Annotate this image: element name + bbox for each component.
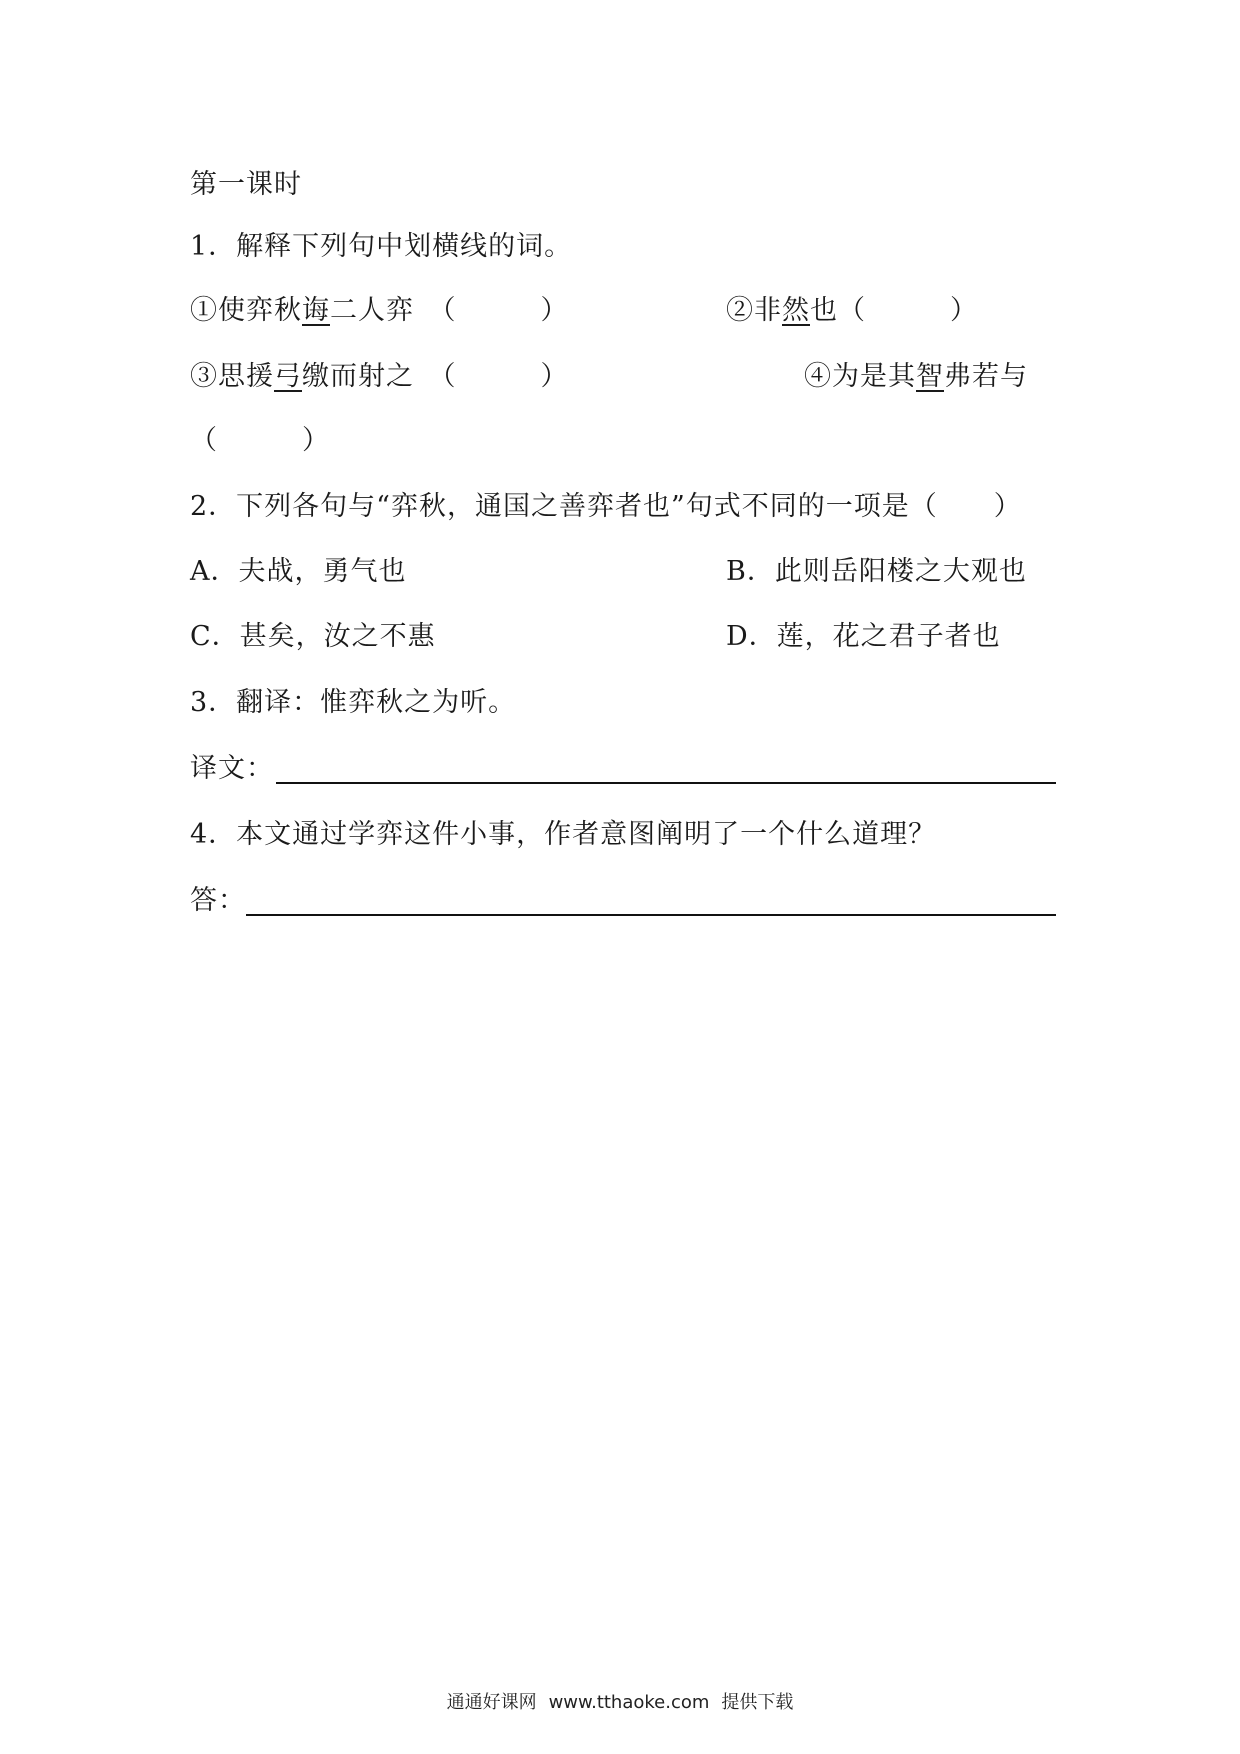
question-2-option-c: C．甚矣，汝之不惠 <box>190 621 436 652</box>
question-4-stem: 4．本文通过学弈这件小事，作者意图阐明了一个什么道理？ <box>190 819 937 850</box>
underlined-word: 然 <box>782 295 810 326</box>
question-3-answer-line[interactable] <box>276 782 1056 784</box>
footer-note: 提供下载 <box>721 1692 794 1713</box>
footer-site-name: 通通好课网 <box>446 1692 537 1713</box>
underlined-word: 智 <box>916 361 944 392</box>
question-1-stem: 1．解释下列句中划横线的词。 <box>190 231 573 262</box>
question-2-stem: 2．下列各句与“弈秋，通国之善弈者也”句式不同的一项是（ ） <box>190 491 1022 522</box>
lesson-title: 第一课时 <box>190 169 302 200</box>
question-2-option-a: A．夫战，勇气也 <box>190 556 407 587</box>
question-2-option-d: D．莲，花之君子者也 <box>726 621 1001 652</box>
footer <box>0 1688 1240 1714</box>
question-4-answer-line[interactable] <box>246 914 1056 916</box>
question-3-answer-label: 译文： <box>190 753 274 784</box>
question-1-item-1: ①使弈秋诲二人弈 （ ） <box>190 295 569 326</box>
footer-url[interactable]: www.tthaoke.com <box>548 1692 710 1713</box>
question-3-stem: 3．翻译：惟弈秋之为听。 <box>190 687 517 718</box>
underlined-word: 诲 <box>302 295 330 326</box>
question-1-item-2: ②非然也（ ） <box>726 295 978 326</box>
question-4-answer-label: 答： <box>190 885 246 916</box>
question-2-option-b: B．此则岳阳楼之大观也 <box>726 556 1027 587</box>
underlined-word: 弓 <box>274 361 302 392</box>
question-1-item-4: ④为是其智弗若与 <box>804 361 1028 392</box>
question-1-item-4-answer-blank[interactable]: （ ） <box>190 425 330 456</box>
question-1-item-3: ③思援弓缴而射之 （ ） <box>190 361 569 392</box>
